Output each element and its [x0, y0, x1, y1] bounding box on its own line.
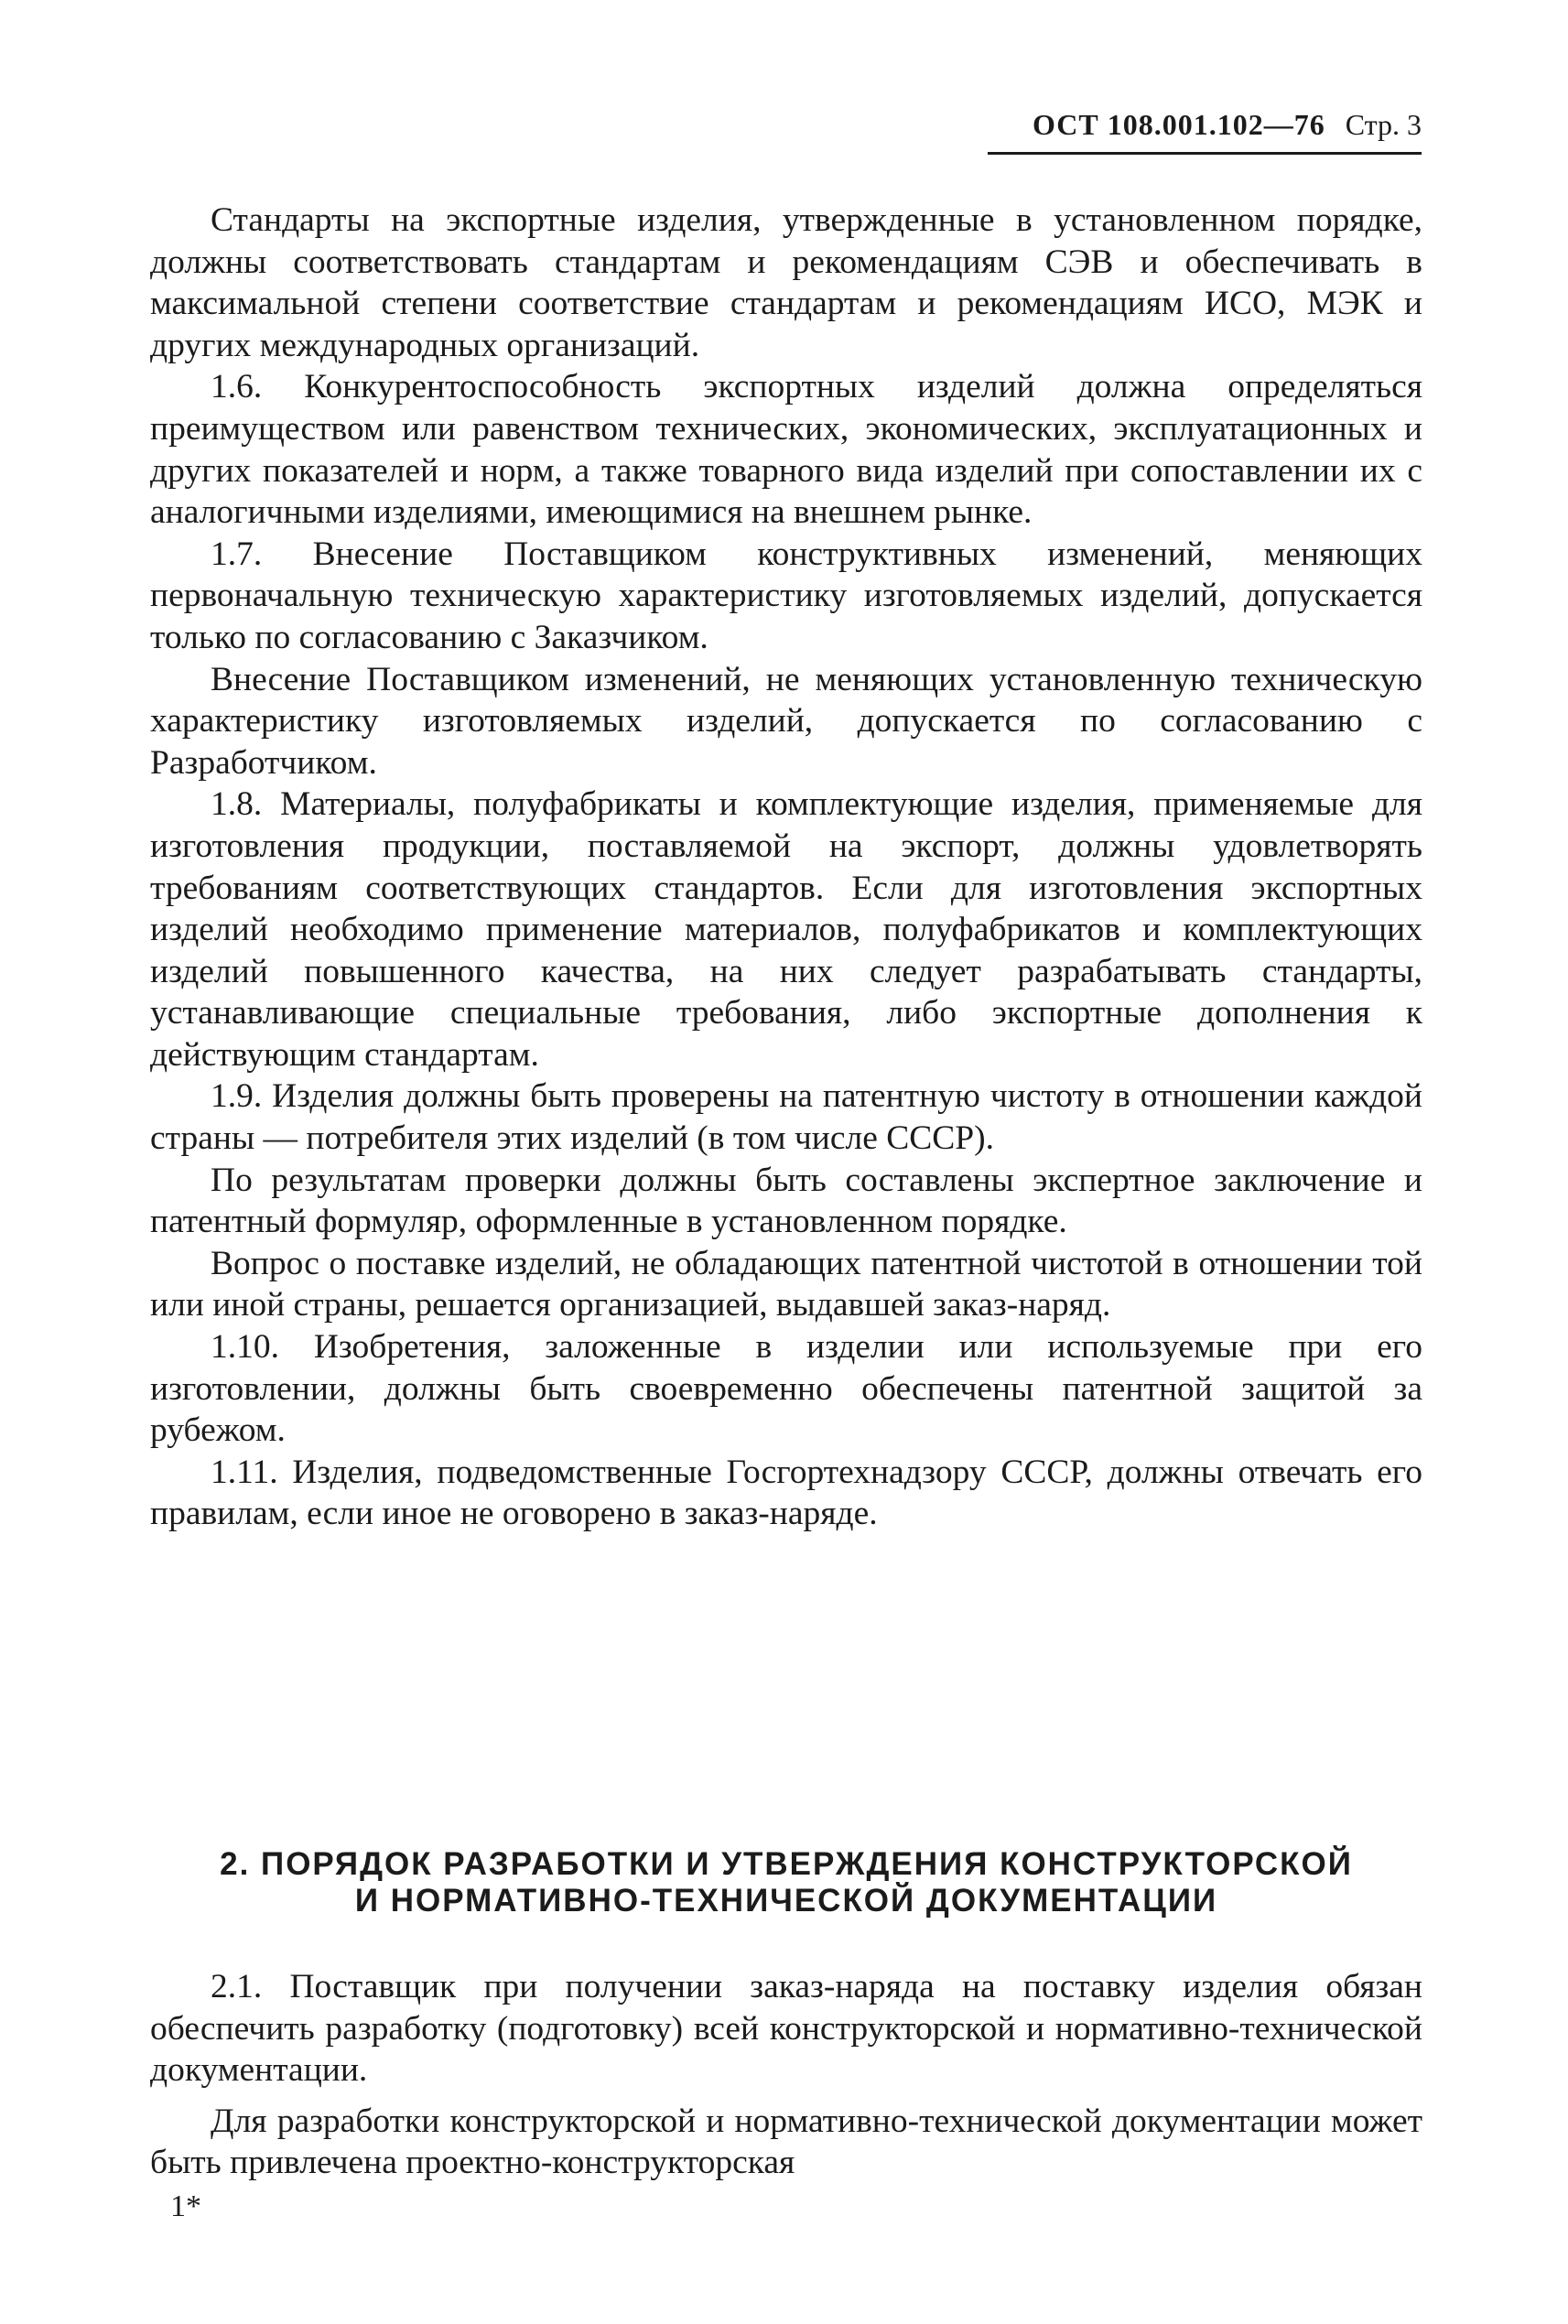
paragraph-1-7-cont: Внесение Поставщиком изменений, не меняющих установленную техническую характеристику изготовляемых изделий, допускается по согласованию с Разработчиком. — [150, 660, 1422, 782]
paragraph-1-6: 1.6. Конкурентоспособность экспортных изделий должна определяться преимуществом или равенством технических, экономических, эксплуатационных и других показателей и норм, а также товарного вида изделий при сопоставлении их с аналогичными изделиями, имеющимися на внешнем рынке. — [150, 368, 1422, 532]
section-heading-line-2: И НОРМАТИВНО-ТЕХНИЧЕСКОЙ ДОКУМЕНТАЦИИ — [354, 1883, 1218, 1919]
paragraph-1-8: 1.8. Материалы, полуфабрикаты и комплектующие изделия, применяемые для изготовления продукции, поставляемой на экспорт, должны удовлетворять требованиям соответствующих стандартов. Если для изготовления экспортных изделий необходимо применение материалов, полуфабрикатов и комплектующих изделий повышенного качества, на них следует разрабатывать стандарты, устанавливающие специальные требования, либо экспортные дополнения к действующим стандартам. — [150, 785, 1422, 1074]
header-underline — [988, 152, 1422, 155]
paragraph-1-9-results: По результатам проверки должны быть составлены экспертное заключение и патентный формуляр, оформленные в установленном порядке. — [150, 1161, 1422, 1241]
page-number: Стр. 3 — [1345, 108, 1422, 141]
paragraph-1-9: 1.9. Изделия должны быть проверены на патентную чистоту в отношении каждой страны — потребителя этих изделий (в том числе СССР). — [150, 1077, 1422, 1158]
paragraph-1-7: 1.7. Внесение Поставщиком конструктивных изменений, меняющих первоначальную техническую характеристику изготовляемых изделий, допускается только по согласованию с Заказчиком. — [150, 535, 1422, 656]
section-text — [150, 1966, 1422, 2193]
signature-mark: 1* — [170, 2189, 201, 2223]
standard-code: ОСТ 108.001.102—76 — [1032, 108, 1325, 141]
page-header — [1033, 108, 1422, 142]
main-text — [150, 200, 1422, 1535]
paragraph-1-10: 1.10. Изобретения, заложенные в изделии или используемые при его изготовлении, должны быть своевременно обеспечены патентной защитой за рубежом. — [150, 1328, 1422, 1450]
paragraph-1-11: 1.11. Изделия, подведомственные Госгортехнадзору СССР, должны отвечать его правилам, если иное не оговорено в заказ-наряде. — [150, 1453, 1422, 1533]
paragraph-2-1-cont: Для разработки конструкторской и нормативно-технической документации может быть привлечена проектно-конструкторская — [150, 2102, 1422, 2182]
paragraph-1-9-question: Вопрос о поставке изделий, не обладающих патентной чистотой в отношении той или иной страны, решается организацией, выдавшей заказ-наряд. — [150, 1244, 1422, 1324]
paragraph-standards: Стандарты на экспортные изделия, утвержденные в установленном порядке, должны соответствовать стандартам и рекомендациям СЭВ и обеспечивать в максимальной степени соответствие стандартам и рекомендациям ИСО, МЭК и других международных организаций. — [150, 201, 1422, 364]
section-heading — [150, 1846, 1422, 1919]
paragraph-2-1: 2.1. Поставщик при получении заказ-наряда на поставку изделия обязан обеспечить разработку (подготовку) всей конструкторской и нормативно-технической документации. — [150, 1968, 1422, 2090]
section-heading-line-1: 2. ПОРЯДОК РАЗРАБОТКИ И УТВЕРЖДЕНИЯ КОНСТРУКТОРСКОЙ — [220, 1846, 1353, 1882]
